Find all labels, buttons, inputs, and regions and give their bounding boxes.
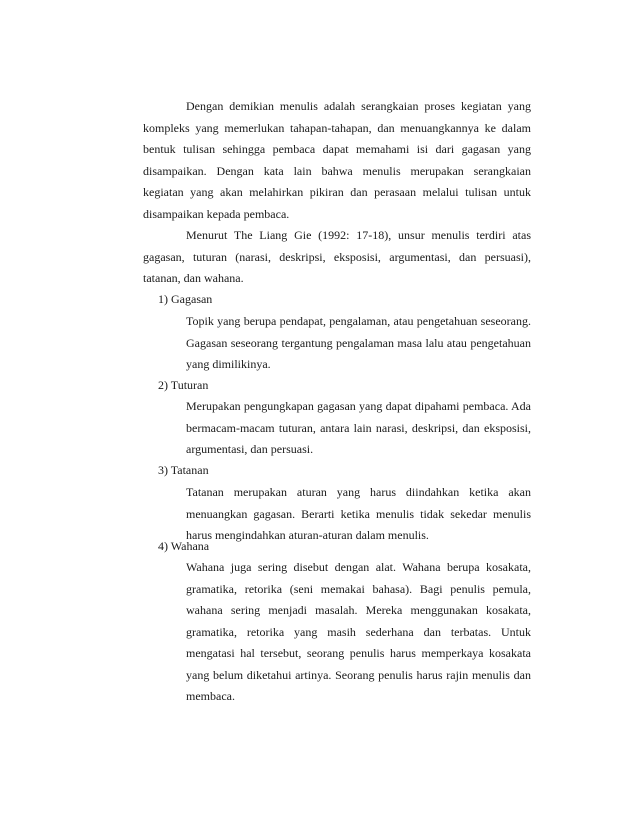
list-item-title-wahana: 4) Wahana xyxy=(158,539,210,553)
list-item-title-tuturan: 2) Tuturan xyxy=(158,378,209,392)
text-line: argumentasi, dan persuasi. xyxy=(186,442,314,456)
text-line: menuangkan gagasan. Berarti ketika menulis tidak sekedar menulis xyxy=(186,506,531,521)
paragraph-1 xyxy=(143,96,531,225)
text-line: disampaikan. Dengan kata lain bahwa menulis merupakan serangkaian xyxy=(143,163,531,178)
text-line: Merupakan pengungkapan gagasan yang dapat dipahami pembaca. Ada xyxy=(186,399,531,413)
text-line: Topik yang berupa pendapat, pengalaman, atau pengetahuan seseorang. xyxy=(186,314,531,328)
text-line: Dengan demikian menulis adalah serangkaian proses kegiatan yang xyxy=(186,99,531,113)
list-item-title-tatanan: 3) Tatanan xyxy=(158,463,209,477)
text-line: bermacam-macam tuturan, antara lain narasi, deskripsi, dan eksposisi, xyxy=(186,420,531,435)
list-item-body-wahana xyxy=(186,557,531,708)
text-line: kegiatan yang akan melahirkan pikiran dan perasaan melalui tulisan untuk xyxy=(143,185,531,199)
text-line: mengatasi hal tersebut, seorang penulis harus memperkaya kosakata xyxy=(186,646,531,660)
text-line: Wahana juga sering disebut dengan alat. Wahana berupa kosakata, xyxy=(186,560,531,574)
text-line: wahana sering menjadi masalah. Mereka menggunakan kosakata, xyxy=(186,603,531,617)
text-line: harus mengindahkan aturan-aturan dalam menulis. xyxy=(186,528,429,542)
text-line: bentuk tulisan sehingga pembaca dapat memahami isi dari gagasan yang xyxy=(143,142,531,156)
list-item-title-gagasan: 1) Gagasan xyxy=(158,292,213,306)
text-line: disampaikan kepada pembaca. xyxy=(143,206,290,221)
text-line: membaca. xyxy=(186,689,235,703)
list-item-body-tatanan xyxy=(186,482,531,547)
text-line: yang dimilikinya. xyxy=(186,357,271,371)
text-line: gagasan, tuturan (narasi, deskripsi, eksposisi, argumentasi, dan persuasi), xyxy=(143,249,531,264)
text-line: Gagasan seseorang tergantung pengalaman masa lalu atau pengetahuan xyxy=(186,335,531,350)
text-line: Tatanan merupakan aturan yang harus diindahkan ketika akan xyxy=(186,485,531,499)
text-line: kompleks yang memerlukan tahapan-tahapan, dan menuangkannya ke dalam xyxy=(143,120,531,135)
paragraph-2 xyxy=(143,225,531,290)
text-line: gramatika, retorika yang masih sederhana dan terbatas. Untuk xyxy=(186,624,531,639)
text-line: tatanan, dan wahana. xyxy=(143,271,244,285)
list-item-body-gagasan xyxy=(186,311,531,376)
list-item-body-tuturan xyxy=(186,396,531,461)
text-line: Menurut The Liang Gie (1992: 17-18), unsur menulis terdiri atas xyxy=(186,228,531,242)
text-line: yang belum diketahui artinya. Seorang penulis harus rajin menulis dan xyxy=(186,667,531,682)
text-line: gramatika, retorika (seni memakai bahasa). Bagi penulis pemula, xyxy=(186,581,531,596)
